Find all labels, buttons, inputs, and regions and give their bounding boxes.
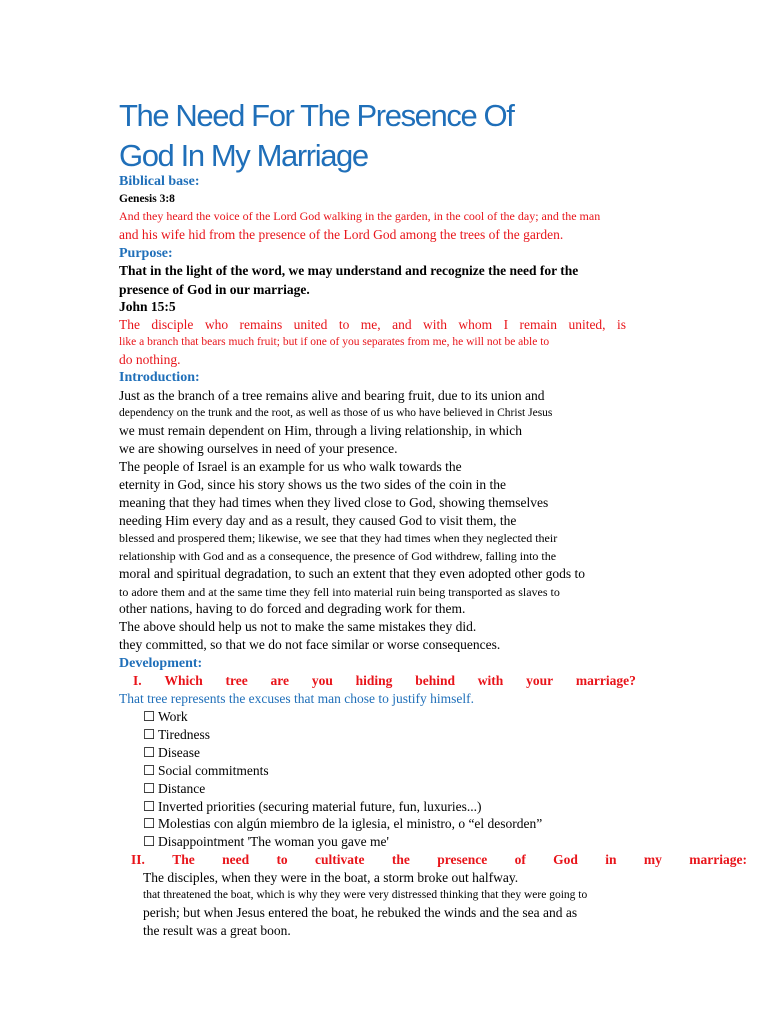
introduction-line: moral and spiritual degradation, to such an extent that they even adopted other gods to <box>119 566 585 581</box>
introduction-line: we must remain dependent on Him, through a living relationship, in which <box>119 423 523 438</box>
genesis-verse-line-2: and his wife hid from the presence of the Lord God among the trees of the garden. <box>119 227 564 242</box>
title-line-2: God In My Marriage <box>119 138 368 173</box>
introduction-line: other nations, having to do forced and degrading work for them. <box>119 601 466 616</box>
list-item-label: Distance <box>158 781 206 796</box>
introduction-line: blessed and prospered them; likewise, we see that they had times when they neglected their <box>119 531 558 545</box>
point-1-word: Which <box>164 673 203 688</box>
checkbox-icon: ☐ <box>143 745 156 760</box>
introduction-line: The above should help us not to make the same mistakes they did. <box>119 619 477 634</box>
point-2-word: cultivate <box>315 852 365 867</box>
point-1-subtitle: That tree represents the excuses that man chose to justify himself. <box>119 691 475 706</box>
point-1-word: you <box>311 673 333 688</box>
list-item-label: Work <box>158 709 188 724</box>
introduction-line: we are showing ourselves in need of your presence. <box>119 441 398 456</box>
introduction-line: relationship with God and as a consequence, the presence of God withdrew, falling into the <box>119 549 557 563</box>
list-item <box>143 815 542 833</box>
point-2-line: perish; but when Jesus entered the boat, he rebuked the winds and the sea and as <box>143 905 578 920</box>
purpose-line-2: presence of God in our marriage. <box>119 282 310 297</box>
john-reference: John 15:5 <box>119 299 176 314</box>
point-2-word: my <box>643 852 662 867</box>
point-2-word: marriage: <box>689 852 747 867</box>
list-item <box>143 744 200 762</box>
introduction-heading: Introduction: <box>119 370 200 385</box>
checkbox-icon: ☐ <box>143 763 156 778</box>
list-item <box>143 726 210 744</box>
point-2-word: the <box>391 852 410 867</box>
point-1-heading <box>133 672 636 690</box>
checkbox-icon: ☐ <box>143 781 156 796</box>
list-item-label: Disappointment 'The woman you gave me' <box>158 834 389 849</box>
point-2-word: of <box>514 852 526 867</box>
point-2-word: to <box>276 852 288 867</box>
introduction-line: to adore them and at the same time they fell into material ruin being transported as slaves to <box>119 585 560 599</box>
list-item <box>143 708 188 726</box>
list-item <box>143 798 482 816</box>
biblical-base-heading: Biblical base: <box>119 174 200 189</box>
purpose-heading: Purpose: <box>119 246 173 261</box>
introduction-line: The people of Israel is an example for us who walk towards the <box>119 459 462 474</box>
checkbox-icon: ☐ <box>143 834 156 849</box>
introduction-line: Just as the branch of a tree remains alive and bearing fruit, due to its union and <box>119 388 545 403</box>
list-item-label: Disease <box>158 745 200 760</box>
list-item <box>143 762 269 780</box>
point-2-word: in <box>605 852 617 867</box>
checkbox-icon: ☐ <box>143 709 156 724</box>
point-1-word: hiding <box>355 673 393 688</box>
introduction-line: meaning that they had times when they lived close to God, showing themselves <box>119 495 549 510</box>
john-verse-line-2: like a branch that bears much fruit; but if one of you separates from me, he will not be able to <box>119 336 550 348</box>
point-1-word: are <box>270 673 290 688</box>
introduction-line: needing Him every day and as a result, they caused God to visit them, the <box>119 513 517 528</box>
list-item-label: Tiredness <box>158 727 211 742</box>
point-1-word: tree <box>225 673 248 688</box>
point-2-line: that threatened the boat, which is why they were very distressed thinking that they were going to <box>143 889 588 901</box>
point-2-word: need <box>222 852 250 867</box>
purpose-line-1: That in the light of the word, we may understand and recognize the need for the <box>119 263 579 278</box>
development-heading: Development: <box>119 656 203 671</box>
point-1-word: your <box>526 673 554 688</box>
point-1-word: behind <box>415 673 455 688</box>
point-1-word: marriage? <box>575 673 636 688</box>
point-2-word: God <box>553 852 578 867</box>
point-2-word: presence <box>437 852 488 867</box>
introduction-line: eternity in God, since his story shows us the two sides of the coin in the <box>119 477 506 492</box>
introduction-line: dependency on the trunk and the root, as well as those of us who have believed in Christ Jesus <box>119 407 553 419</box>
list-item-label: Social commitments <box>158 763 269 778</box>
document-title <box>119 96 513 176</box>
title-line-1: The Need For The Presence Of <box>119 98 514 133</box>
point-2-line: the result was a great boon. <box>143 923 291 938</box>
genesis-reference: Genesis 3:8 <box>119 193 175 205</box>
point-1-numeral: I. <box>133 673 142 688</box>
point-1-word: with <box>477 673 504 688</box>
genesis-verse-line-1: And they heard the voice of the Lord God walking in the garden, in the cool of the day; and the man <box>119 209 601 223</box>
checkbox-icon: ☐ <box>143 727 156 742</box>
introduction-line: they committed, so that we do not face similar or worse consequences. <box>119 637 501 652</box>
list-item <box>143 833 389 851</box>
point-2-heading <box>131 851 747 869</box>
list-item-label: Inverted priorities (securing material future, fun, luxuries...) <box>158 799 482 814</box>
list-item-label: Molestias con algún miembro de la iglesia, el ministro, o “el desorden” <box>158 816 543 831</box>
list-item <box>143 780 205 798</box>
john-verse-line-1: The disciple who remains united to me, and with whom I remain united, is <box>119 317 626 332</box>
john-verse-line-3: do nothing. <box>119 352 181 367</box>
checkbox-icon: ☐ <box>143 816 156 831</box>
point-2-word: The <box>172 852 195 867</box>
point-2-line: The disciples, when they were in the boat, a storm broke out halfway. <box>143 870 519 885</box>
checkbox-icon: ☐ <box>143 799 156 814</box>
point-2-numeral: II. <box>131 852 145 867</box>
